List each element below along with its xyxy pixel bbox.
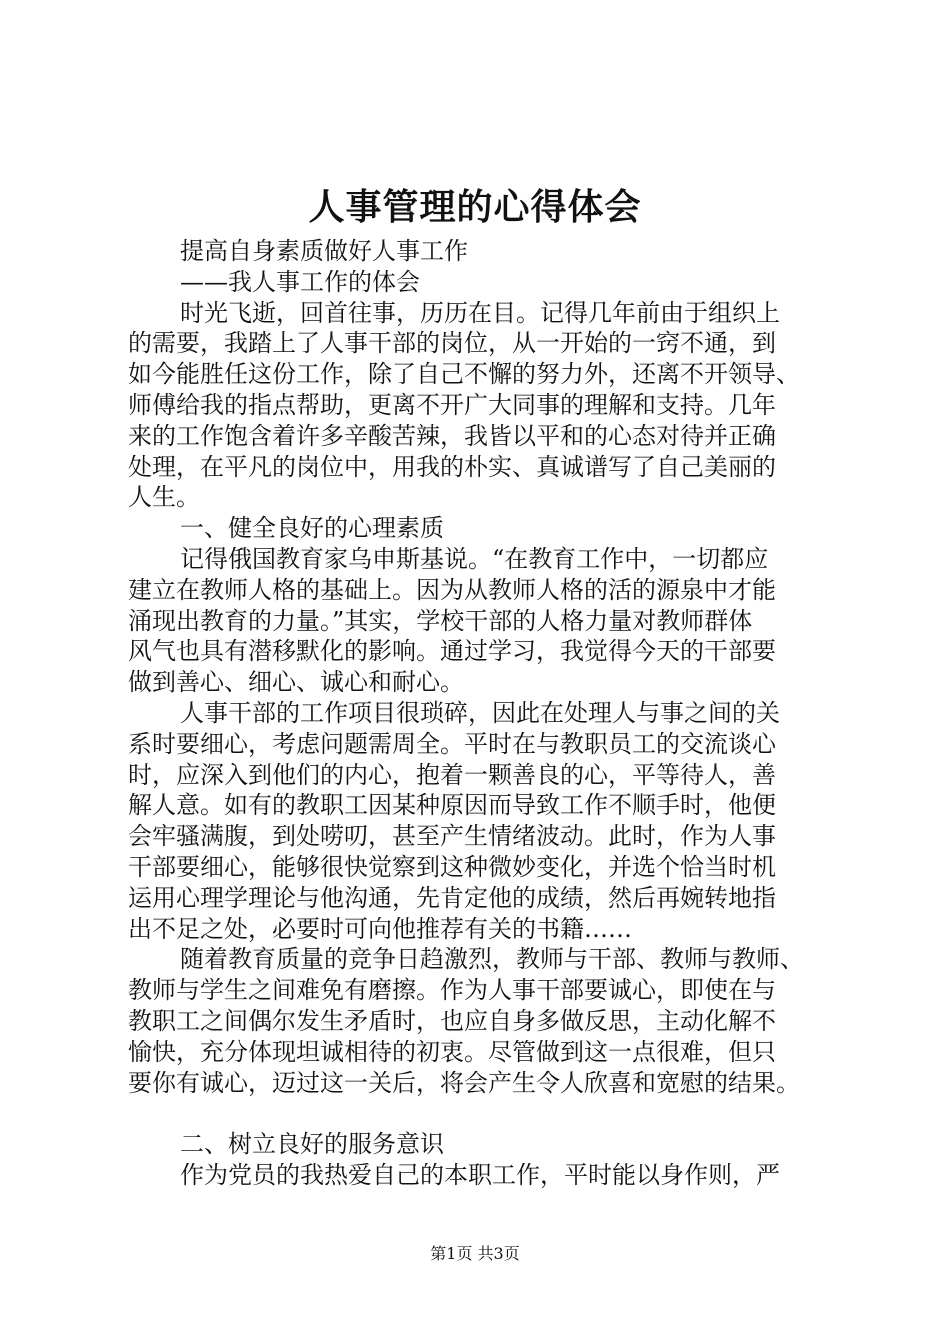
paragraph-line: 的需要，我踏上了人事干部的岗位，从一开始的一窍不通，到 xyxy=(128,329,776,358)
section-heading: 二、树立良好的服务意识 xyxy=(180,1130,444,1159)
paragraph-line: 风气也具有潜移默化的影响。通过学习，我觉得今天的干部要 xyxy=(128,637,776,666)
paragraph-line: 作为党员的我热爱自己的本职工作，平时能以身作则，严 xyxy=(180,1160,780,1189)
paragraph-line: 处理，在平凡的岗位中，用我的朴实、真诚谱写了自己美丽的 xyxy=(128,452,776,481)
paragraph-line: 解人意。如有的教职工因某种原因而导致工作不顺手时，他便 xyxy=(128,791,776,820)
paragraph-line: 系时要细心，考虑问题需周全。平时在与教职员工的交流谈心 xyxy=(128,729,776,758)
subtitle-line: ——我人事工作的体会 xyxy=(180,267,420,296)
paragraph-line: 涌现出教育的力量。”其实，学校干部的人格力量对教师群体 xyxy=(128,606,753,635)
paragraph-line: 愉快，充分体现坦诚相待的初衷。尽管做到这一点很难，但只 xyxy=(128,1037,776,1066)
paragraph-line: 教职工之间偶尔发生矛盾时，也应自身多做反思，主动化解不 xyxy=(128,1006,776,1035)
paragraph-line: 来的工作饱含着许多辛酸苦辣，我皆以平和的心态对待并正确 xyxy=(128,421,776,450)
paragraph-line: 如今能胜任这份工作，除了自己不懈的努力外，还离不开领导、 xyxy=(128,360,800,389)
paragraph-line: 人生。 xyxy=(128,483,200,512)
paragraph-line: 人事干部的工作项目很琐碎，因此在处理人与事之间的关 xyxy=(180,698,780,727)
paragraph-line: 会牢骚满腹，到处唠叨，甚至产生情绪波动。此时，作为人事 xyxy=(128,822,776,851)
paragraph-line: 时，应深入到他们的内心，抱着一颗善良的心，平等待人，善 xyxy=(128,760,776,789)
blank-line xyxy=(128,1098,840,1129)
paragraph-line: 做到善心、细心、诚心和耐心。 xyxy=(128,668,464,697)
paragraph-line: 记得俄国教育家乌申斯基说。“在教育工作中，一切都应 xyxy=(180,544,769,573)
section-heading: 一、健全良好的心理素质 xyxy=(180,514,444,543)
document-body xyxy=(128,236,840,1191)
page-footer: 第1页 共3页 xyxy=(430,1244,520,1263)
paragraph-line: 建立在教师人格的基础上。因为从教师人格的活的源泉中才能 xyxy=(128,575,776,604)
paragraph-line: 教师与学生之间难免有磨擦。作为人事干部要诚心，即使在与 xyxy=(128,976,776,1005)
paragraph-line: 师傅给我的指点帮助，更离不开广大同事的理解和支持。几年 xyxy=(128,390,776,419)
paragraph-line: 干部要细心，能够很快觉察到这种微妙变化，并选个恰当时机 xyxy=(128,852,776,881)
paragraph-line: 随着教育质量的竞争日趋激烈，教师与干部、教师与教师、 xyxy=(180,945,804,974)
subtitle-line: 提高自身素质做好人事工作 xyxy=(180,237,468,265)
paragraph-line: 要你有诚心，迈过这一关后，将会产生令人欣喜和宽慰的结果。 xyxy=(128,1068,800,1097)
paragraph-line: 时光飞逝，回首往事，历历在目。记得几年前由于组织上 xyxy=(180,298,780,327)
document-title: 人事管理的心得体会 xyxy=(308,187,642,228)
paragraph-line: 出不足之处，必要时可向他推荐有关的书籍…… xyxy=(128,914,632,943)
paragraph-line: 运用心理学理论与他沟通，先肯定他的成绩，然后再婉转地指 xyxy=(128,883,776,912)
